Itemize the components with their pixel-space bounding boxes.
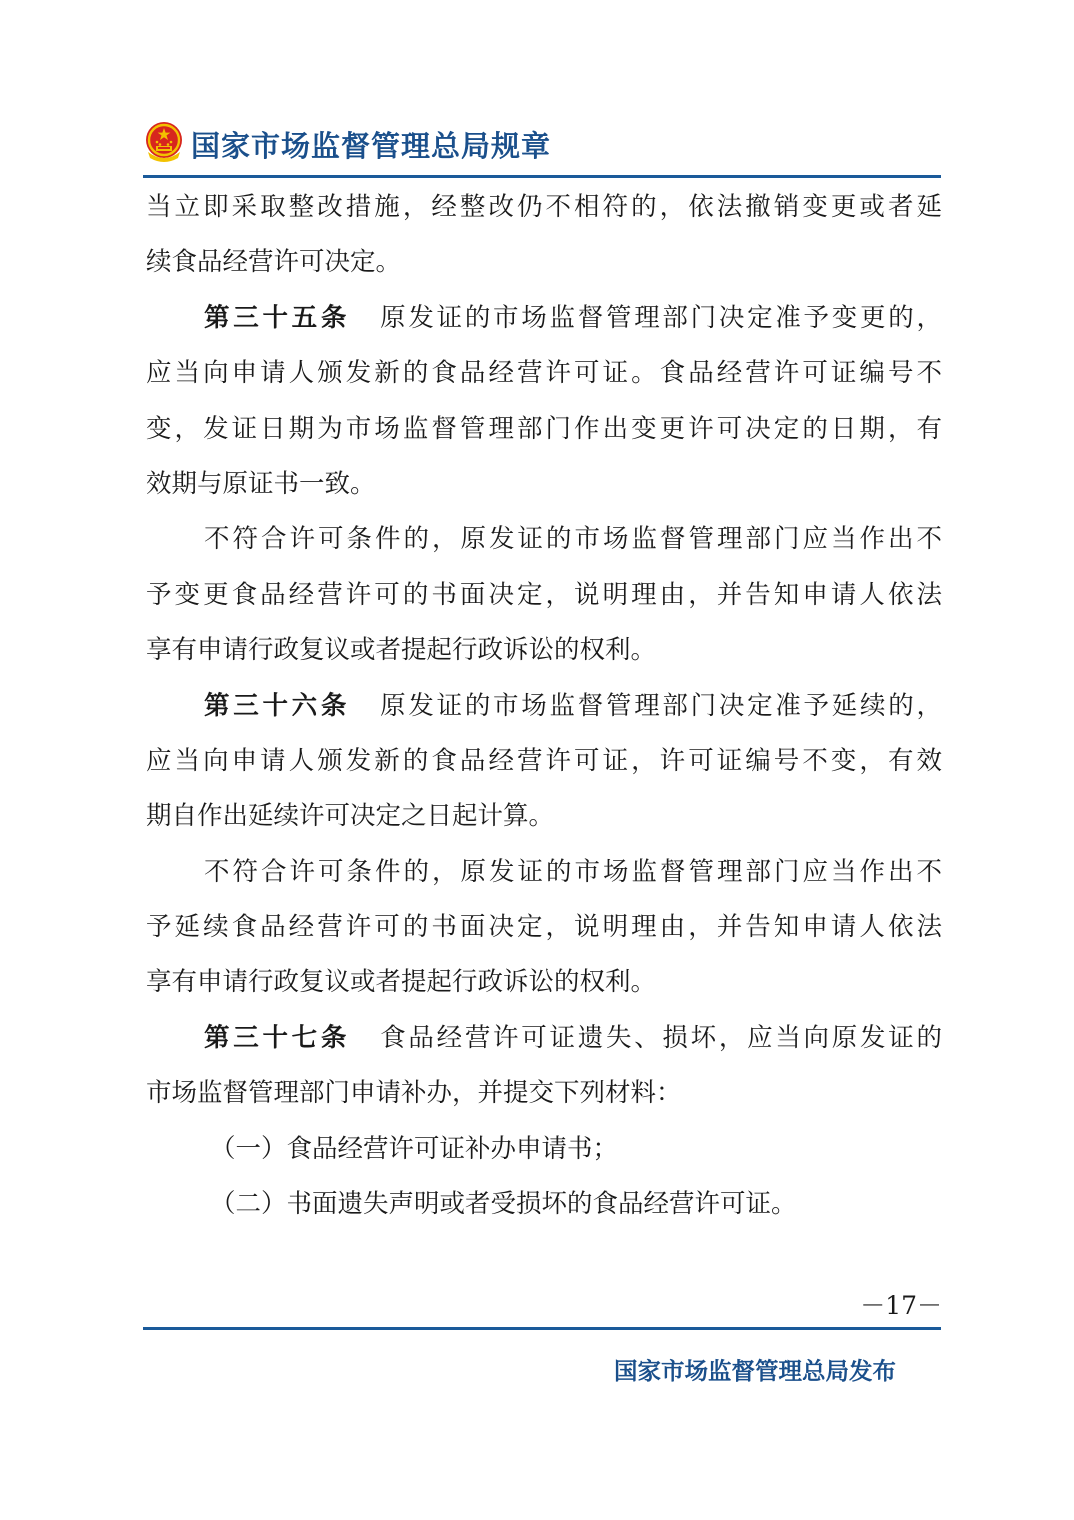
body-line (146, 512, 942, 567)
text-segment: 市场监督管理部门申请补办，并提交下列材料： (146, 1078, 682, 1109)
body-line (146, 1066, 942, 1121)
body-line (146, 955, 942, 1010)
body-line (146, 457, 942, 512)
body-line (146, 235, 942, 290)
page-number: －17－ (860, 1291, 942, 1320)
article-37-line (146, 1011, 942, 1066)
text-segment: 续食品经营许可决定。 (146, 247, 402, 278)
body-line (146, 346, 942, 401)
body-line (146, 734, 942, 789)
national-emblem-icon (143, 120, 185, 164)
article-heading: 第三十五条 (204, 302, 351, 333)
text-segment: 不符合许可条件的，原发证的市场监督管理部门应当作出不 (204, 524, 942, 555)
text-segment: 享有申请行政复议或者提起行政诉讼的权利。 (146, 967, 657, 998)
footer-title: 国家市场监督管理总局发布 (614, 1357, 896, 1385)
text-segment: 效期与原证书一致。 (146, 468, 376, 499)
article-35-line (146, 291, 942, 346)
text-segment: 应当向申请人颁发新的食品经营许可证，许可证编号不变，有效 (146, 745, 942, 776)
text-segment: （二）书面遗失声明或者受损坏的食品经营许可证。 (210, 1189, 797, 1220)
header-divider (143, 175, 941, 178)
body-line (146, 900, 942, 955)
text-segment: 当立即采取整改措施，经整改仍不相符的，依法撤销变更或者延 (146, 192, 942, 222)
text-segment: 期自作出延续许可决定之日起计算。 (146, 801, 555, 832)
header-title: 国家市场监督管理总局规章 (191, 129, 552, 163)
body-line (146, 568, 942, 623)
text-segment: （一）食品经营许可证补办申请书； (210, 1133, 619, 1164)
text-segment: 予延续食品经营许可的书面决定，说明理由，并告知申请人依法 (146, 912, 942, 943)
text-segment: 予变更食品经营许可的书面决定，说明理由，并告知申请人依法 (146, 579, 942, 610)
footer-divider (143, 1327, 941, 1330)
document-body (146, 180, 942, 1232)
body-line (146, 623, 942, 678)
text-segment: 原发证的市场监督管理部门决定准予变更的， (380, 302, 942, 333)
body-line (146, 180, 942, 235)
page-header (143, 118, 943, 170)
list-item (146, 1177, 942, 1232)
text-segment: 应当向申请人颁发新的食品经营许可证。食品经营许可证编号不 (146, 358, 942, 389)
article-heading: 第三十六条 (204, 690, 351, 721)
list-item (146, 1122, 942, 1177)
text-segment: 食品经营许可证遗失、损坏，应当向原发证的 (380, 1022, 942, 1053)
text-segment: 变，发证日期为市场监督管理部门作出变更许可决定的日期，有 (146, 413, 942, 444)
text-segment: 享有申请行政复议或者提起行政诉讼的权利。 (146, 635, 657, 666)
article-heading: 第三十七条 (204, 1022, 351, 1053)
body-line (146, 845, 942, 900)
body-line (146, 402, 942, 457)
text-segment: 原发证的市场监督管理部门决定准予延续的， (380, 690, 942, 721)
text-segment: 不符合许可条件的，原发证的市场监督管理部门应当作出不 (204, 856, 942, 887)
article-36-line (146, 679, 942, 734)
body-line (146, 789, 942, 844)
